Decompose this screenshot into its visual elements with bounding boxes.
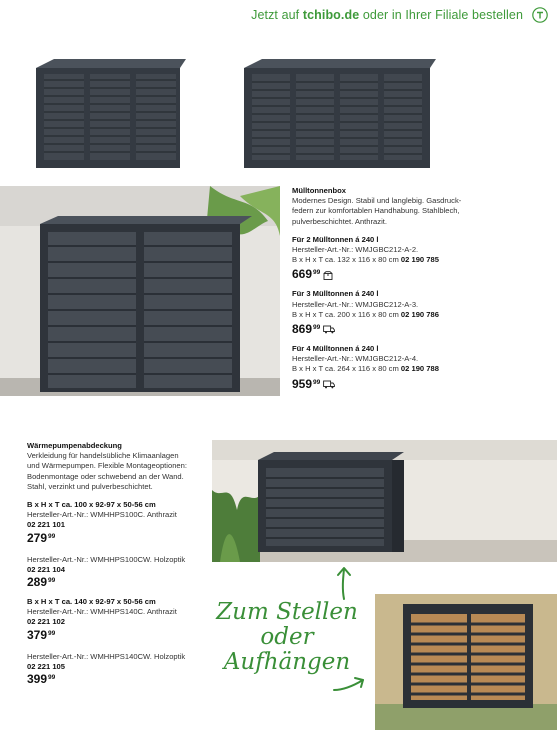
item-code: 02 221 105 <box>27 661 66 671</box>
price-main: 379 <box>27 627 48 642</box>
variant-code: 02 190 786 <box>400 309 439 319</box>
heat-pump-description-line: Verkleidung für handelsübliche Klimaanlagen <box>27 451 179 461</box>
price-main: 399 <box>27 672 48 687</box>
bin-box-2-lifestyle-photo <box>0 186 280 396</box>
heat-pump-cover-standing-photo <box>212 440 557 562</box>
price-main: 959 <box>292 376 313 391</box>
price-cents: 99 <box>313 378 321 386</box>
bin-box-description-line: federn zur komfortablen Handhabung. Stahlblech, <box>292 206 460 216</box>
variant-name: Für 4 Mülltonnen á 240 l <box>292 344 379 354</box>
item-code: 02 221 102 <box>27 617 66 627</box>
variant-price <box>292 377 532 391</box>
truck-icon <box>323 325 335 334</box>
bin-box-4-photo <box>240 58 436 173</box>
item-price <box>27 531 227 545</box>
group-dims: B x H x T ca. 140 x 92-97 x 50-56 cm <box>27 597 156 607</box>
heat-pump-cover-wall-photo <box>375 594 557 730</box>
bin-box-description-line: Modernes Design. Stabil und langlebig. Gasdruck- <box>292 196 462 206</box>
variant-code: 02 190 785 <box>400 255 439 265</box>
item-article: Hersteller-Art.-Nr.: WMHHPS100CW. Holzoptik <box>27 554 186 564</box>
heat-pump-description-line: und Wärmepumpen. Flexible Montageoptionen: <box>27 461 187 471</box>
item-price <box>27 672 227 686</box>
price-cents: 99 <box>48 532 56 540</box>
variant-name: Für 2 Mülltonnen á 240 l <box>292 234 379 244</box>
truck-icon <box>323 380 335 389</box>
variant-name: Für 3 Mülltonnen á 240 l <box>292 289 379 299</box>
bin-box-description-line: pulverbeschichtet. Anthrazit. <box>292 216 387 226</box>
item-article: Hersteller-Art.-Nr.: WMHHPS100C. Anthrazit <box>27 510 177 520</box>
item-article: Hersteller-Art.-Nr.: WMHHPS140C. Anthrazit <box>27 607 177 617</box>
bin-box-info <box>292 186 532 391</box>
variant-article: Hersteller-Art.-Nr.: WMJGBC212-A-4. <box>292 354 419 364</box>
variant-dims: B x H x T ca. 132 x 116 x 80 cm <box>292 255 399 265</box>
price-cents: 99 <box>313 269 321 277</box>
price-cents: 99 <box>48 577 56 585</box>
price-main: 669 <box>292 267 313 282</box>
slogan-line: Zum Stellen <box>216 599 358 625</box>
price-cents: 99 <box>48 674 56 682</box>
tchibo-logo-icon <box>532 7 548 23</box>
variant-dims: B x H x T ca. 264 x 116 x 80 cm <box>292 364 399 374</box>
item-price <box>27 575 227 589</box>
order-banner-site[interactable]: tchibo.de <box>302 8 360 22</box>
price-main: 289 <box>27 575 48 590</box>
group-dims: B x H x T ca. 100 x 92-97 x 50-56 cm <box>27 500 156 510</box>
order-banner-suffix: oder in Ihrer Filiale bestellen <box>359 8 523 22</box>
variant-dims: B x H x T ca. 200 x 116 x 80 cm <box>292 309 399 319</box>
heat-pump-cover-info <box>27 441 227 686</box>
heat-pump-title: Wärmepumpenabdeckung <box>27 441 122 450</box>
bin-box-3-photo <box>30 58 186 173</box>
order-banner-prefix: Jetzt auf <box>251 8 303 22</box>
variant-price <box>292 322 532 336</box>
heat-pump-description-line: Stahl, verzinkt und pulverbeschichtet. <box>27 481 153 491</box>
variant-dims-line <box>292 255 532 265</box>
variant-article: Hersteller-Art.-Nr.: WMJGBC212-A-2. <box>292 245 419 255</box>
heat-pump-description-line: Bodenmontage oder schwebend an der Wand. <box>27 471 184 481</box>
variant-dims-line <box>292 310 532 320</box>
price-cents: 99 <box>48 629 56 637</box>
item-price <box>27 628 227 642</box>
price-main: 279 <box>27 530 48 545</box>
slogan <box>212 600 362 675</box>
variant-article: Hersteller-Art.-Nr.: WMJGBC212-A-3. <box>292 299 419 309</box>
item-article: Hersteller-Art.-Nr.: WMHHPS140CW. Holzoptik <box>27 651 186 661</box>
arrow-up-icon <box>334 565 354 601</box>
item-code: 02 221 101 <box>27 520 66 530</box>
bin-box-title: Mülltonnenbox <box>292 186 346 195</box>
variant-code: 02 190 788 <box>400 364 439 374</box>
slogan-line: Aufhängen <box>223 649 351 675</box>
price-cents: 99 <box>313 324 321 332</box>
arrow-right-icon <box>331 672 367 694</box>
variant-dims-line <box>292 364 532 374</box>
price-main: 869 <box>292 322 313 337</box>
parcel-icon <box>323 271 333 280</box>
order-banner <box>251 8 523 22</box>
slogan-line: oder <box>260 624 314 650</box>
item-code: 02 221 104 <box>27 564 66 574</box>
variant-price <box>292 267 532 281</box>
